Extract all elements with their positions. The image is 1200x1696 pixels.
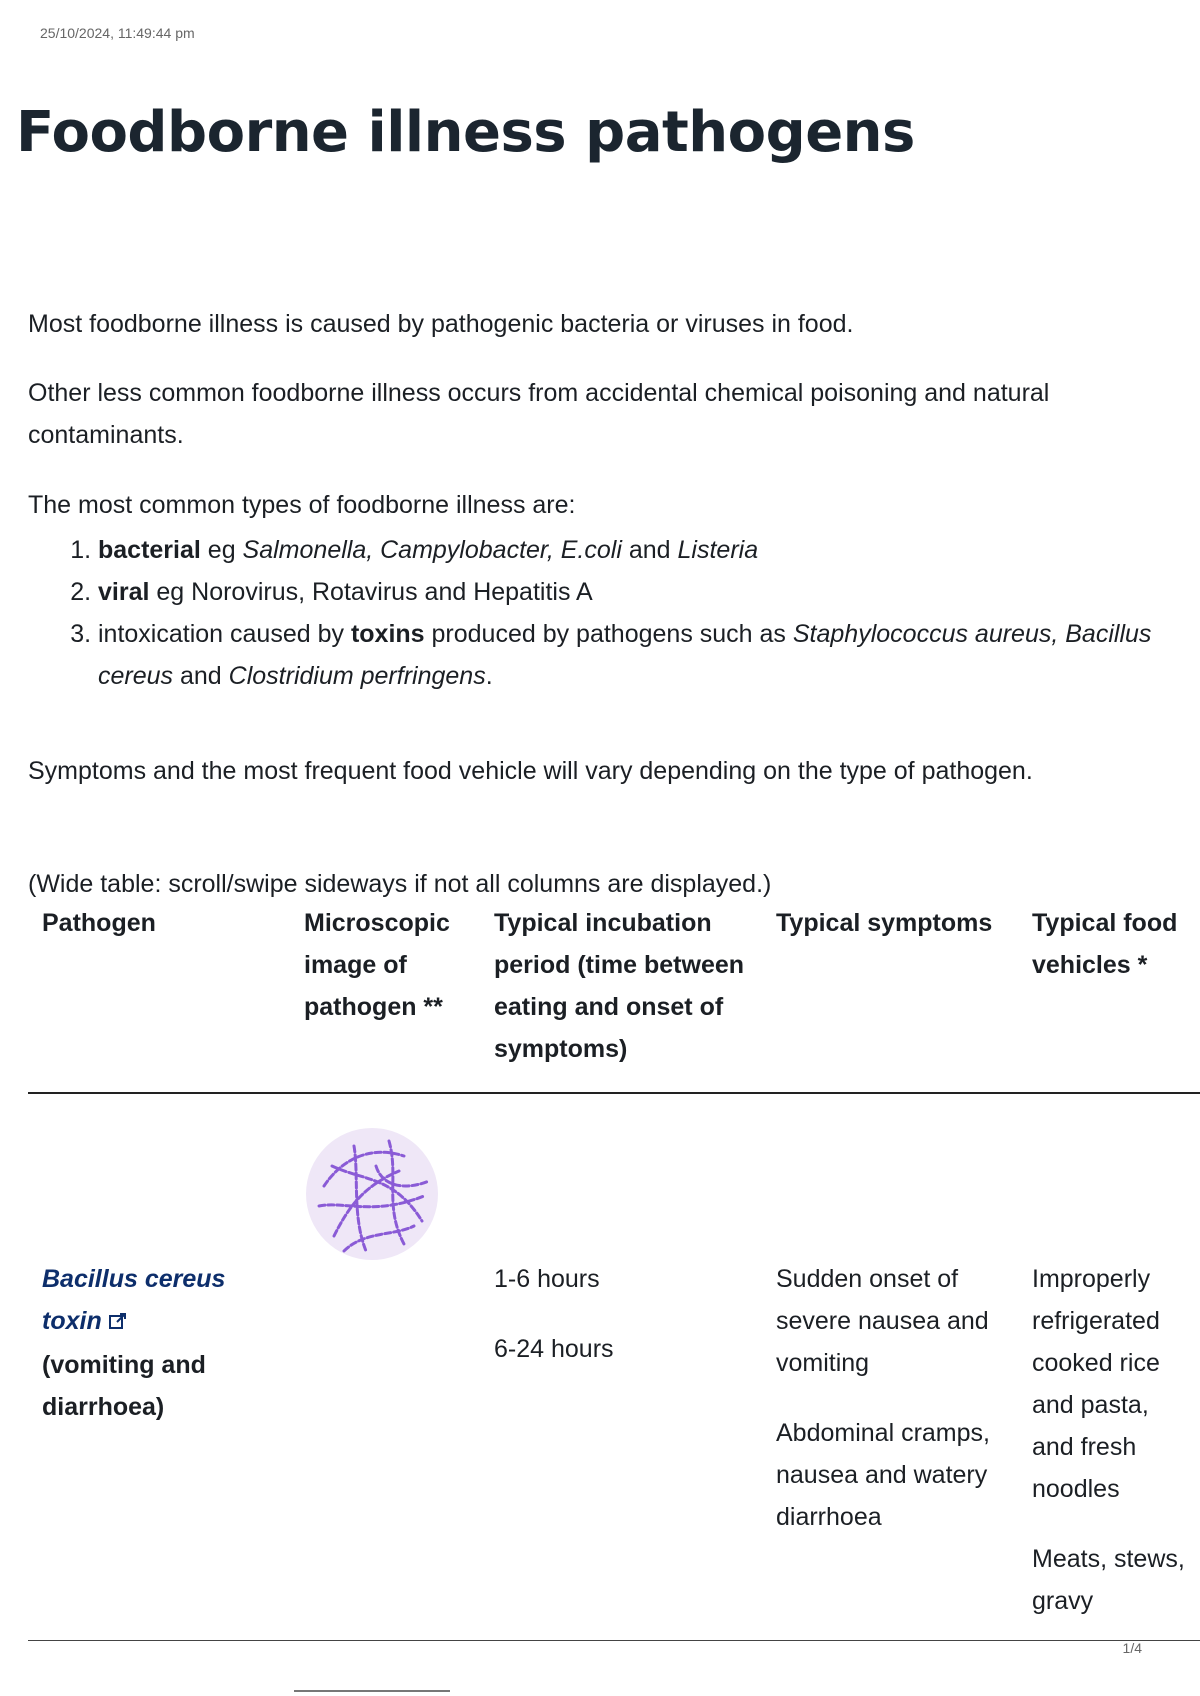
intro-paragraph-1: Most foodborne illness is caused by pathogenic bacteria or viruses in food. [28,310,854,338]
incubation-emetic: 1-6 hours [494,1265,600,1293]
page-title: Foodborne illness pathogens [16,100,915,165]
symptoms-diarrhoeal: Abdominal cramps, nausea and watery diarrhoea [776,1419,990,1531]
bacillus-microscope-image [304,1126,440,1275]
incubation-cell [480,1093,762,1641]
pathogen-link[interactable] [42,1265,225,1335]
incubation-diarrhoeal: 6-24 hours [494,1335,614,1363]
list-item-italic: Salmonella, Campylobacter, E.coli [242,536,622,564]
list-item-text: intoxication caused by [98,620,351,648]
list-item-italic: Listeria [677,536,759,564]
list-item-toxins [98,613,1158,697]
print-timestamp: 25/10/2024, 11:49:44 pm [40,25,195,41]
microscopic-image-cell [290,1093,480,1641]
header-incubation: Typical incubation period (time between eating and onset of symptoms) [480,900,762,1093]
header-pathogen: Pathogen [28,900,290,1093]
list-item-text: produced by pathogens such as [424,620,793,648]
table-row [28,1093,1200,1641]
list-item-bold: toxins [350,620,425,648]
intro-paragraph-2: Other less common foodborne illness occurs from accidental chemical poisoning and natural contaminants. [28,379,1050,449]
pathogens-table [28,900,1200,1641]
food-vehicles-cell [1018,1093,1200,1641]
next-row-image-edge [294,1690,450,1692]
symptoms-cell [762,1093,1018,1641]
list-item-italic: Staphylococcus aureus, Bacillus cereus [98,620,1152,690]
list-item-text: . [485,662,493,690]
pathogen-link-text: Bacillus cereus toxin [42,1265,226,1335]
list-item-text: eg [200,536,243,564]
list-item-text: and [173,662,229,690]
symptoms-paragraph: Symptoms and the most frequent food vehicle will vary depending on the type of pathogen. [28,757,1033,785]
list-item-viral [98,571,1158,613]
list-item-bold: bacterial [98,536,201,564]
header-symptoms: Typical symptoms [762,900,1018,1093]
illness-types-list [70,529,1158,697]
list-item-text: and [621,536,678,564]
pathogen-note: (vomiting and diarrhoea) [42,1351,206,1421]
pathogen-cell [28,1093,290,1641]
list-item-bold: viral [98,578,150,606]
vehicles-diarrhoeal: Meats, stews, gravy [1032,1545,1185,1615]
list-item-italic: Clostridium perfringens [228,662,486,690]
header-microscopic-image: Microscopic image of pathogen ** [290,900,480,1093]
page-number: 1/4 [1122,1640,1142,1656]
vehicles-emetic: Improperly refrigerated cooked rice and pasta, and fresh noodles [1032,1265,1160,1503]
wide-table-note: (Wide table: scroll/swipe sideways if not all columns are displayed.) [28,870,772,898]
header-food-vehicles: Typical food vehicles * [1018,900,1200,1093]
list-item-text: eg Norovirus, Rotavirus and Hepatitis A [149,578,593,606]
symptoms-emetic: Sudden onset of severe nausea and vomiting [776,1265,989,1377]
list-item-bacterial [98,529,1158,571]
table-header-row [28,900,1200,1093]
external-link-icon [108,1302,128,1344]
intro-paragraph-3: The most common types of foodborne illness are: [28,491,576,519]
